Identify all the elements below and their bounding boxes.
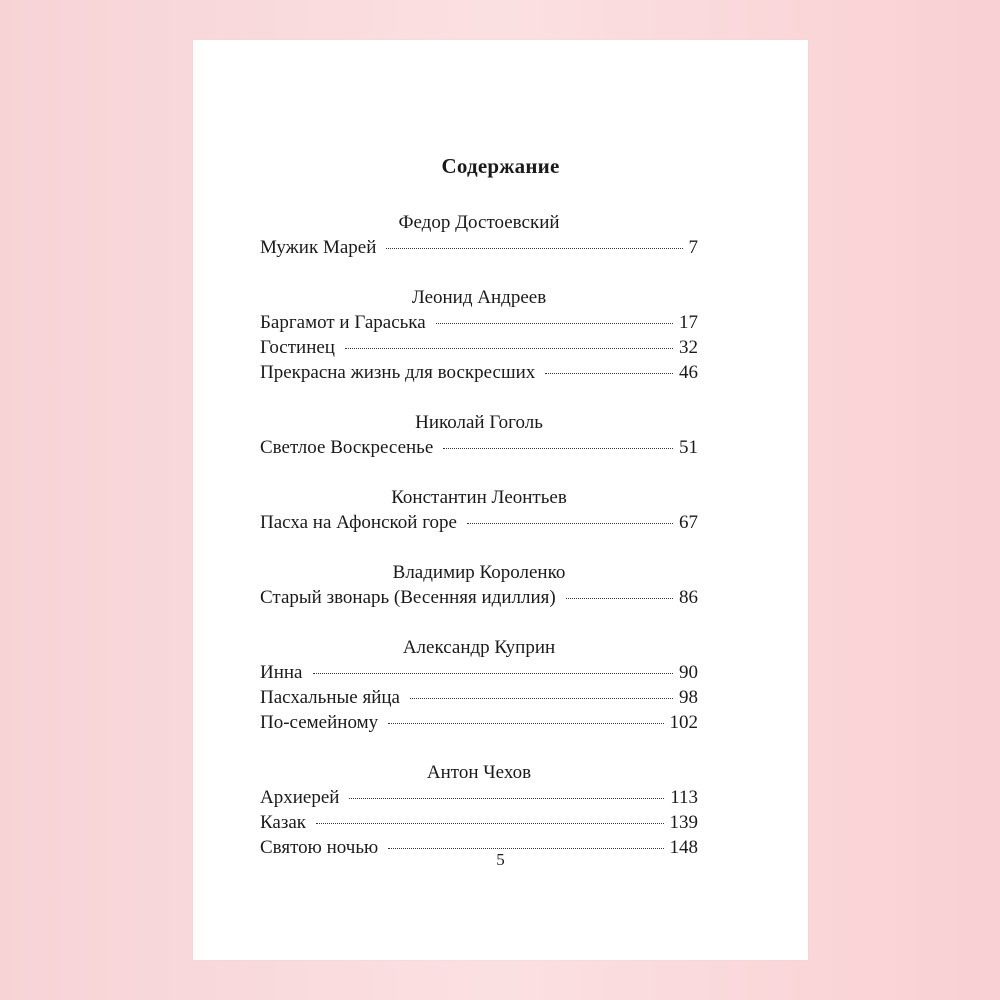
entry-page-number: 46 bbox=[679, 362, 698, 383]
entry-page-number: 86 bbox=[679, 587, 698, 608]
dot-leader bbox=[349, 798, 664, 799]
toc-entry bbox=[260, 585, 698, 610]
entry-page-number: 102 bbox=[669, 712, 698, 733]
toc-entry bbox=[260, 710, 698, 735]
toc-entry bbox=[260, 510, 698, 535]
entry-title: Гостинец bbox=[260, 337, 335, 358]
dot-leader bbox=[345, 348, 673, 349]
toc-entry bbox=[260, 235, 698, 260]
dot-leader bbox=[316, 823, 663, 824]
entry-title: По-семейному bbox=[260, 712, 379, 733]
toc-entry bbox=[260, 435, 698, 460]
entry-title: Казак bbox=[260, 812, 307, 833]
book-page bbox=[193, 40, 808, 960]
dot-leader bbox=[467, 523, 673, 524]
dot-leader bbox=[436, 323, 673, 324]
entry-title: Старый звонарь (Весенняя идиллия) bbox=[260, 587, 556, 608]
toc-section bbox=[260, 285, 698, 385]
entry-page-number: 139 bbox=[669, 812, 698, 833]
author-name: Константин Леонтьев bbox=[391, 487, 567, 508]
entry-title: Прекрасна жизнь для воскресших bbox=[260, 362, 536, 383]
dot-leader bbox=[566, 598, 673, 599]
author-name: Антон Чехов bbox=[426, 762, 532, 783]
toc-section bbox=[260, 760, 698, 860]
entry-title: Мужик Марей bbox=[260, 237, 377, 258]
toc-section bbox=[260, 635, 698, 735]
entry-page-number: 148 bbox=[669, 837, 698, 858]
entry-title: Святою ночью bbox=[260, 837, 379, 858]
toc-entry bbox=[260, 360, 698, 385]
entry-page-number: 51 bbox=[679, 437, 698, 458]
entry-title: Светлое Воскресенье bbox=[260, 437, 434, 458]
entry-page-number: 7 bbox=[688, 237, 698, 258]
entry-page-number: 113 bbox=[670, 787, 698, 808]
toc-section bbox=[260, 210, 698, 260]
entry-title: Пасхальные яйца bbox=[260, 687, 400, 708]
entry-title: Пасха на Афонской горе bbox=[260, 512, 457, 533]
entry-title: Баргамот и Гараська bbox=[260, 312, 426, 333]
entry-page-number: 17 bbox=[679, 312, 698, 333]
author-name: Николай Гоголь bbox=[415, 412, 543, 433]
table-of-contents bbox=[260, 210, 698, 885]
toc-entry bbox=[260, 310, 698, 335]
toc-title: Содержание bbox=[441, 154, 560, 178]
entry-page-number: 90 bbox=[679, 662, 698, 683]
toc-entry bbox=[260, 685, 698, 710]
dot-leader bbox=[313, 673, 674, 674]
dot-leader bbox=[388, 848, 663, 849]
entry-page-number: 67 bbox=[679, 512, 698, 533]
entry-page-number: 98 bbox=[679, 687, 698, 708]
entry-title: Инна bbox=[260, 662, 303, 683]
dot-leader bbox=[443, 448, 673, 449]
author-name: Александр Куприн bbox=[402, 637, 556, 658]
author-name: Леонид Андреев bbox=[411, 287, 547, 308]
toc-section bbox=[260, 560, 698, 610]
toc-entry bbox=[260, 660, 698, 685]
page-number: 5 bbox=[496, 850, 505, 869]
toc-entry bbox=[260, 810, 698, 835]
dot-leader bbox=[388, 723, 663, 724]
entry-title: Архиерей bbox=[260, 787, 340, 808]
dot-leader bbox=[545, 373, 673, 374]
toc-section bbox=[260, 410, 698, 460]
toc-entry bbox=[260, 335, 698, 360]
author-name: Владимир Короленко bbox=[392, 562, 566, 583]
dot-leader bbox=[410, 698, 673, 699]
author-name: Федор Достоевский bbox=[398, 212, 560, 233]
dot-leader bbox=[386, 248, 682, 249]
toc-section bbox=[260, 485, 698, 535]
toc-entry bbox=[260, 785, 698, 810]
entry-page-number: 32 bbox=[679, 337, 698, 358]
